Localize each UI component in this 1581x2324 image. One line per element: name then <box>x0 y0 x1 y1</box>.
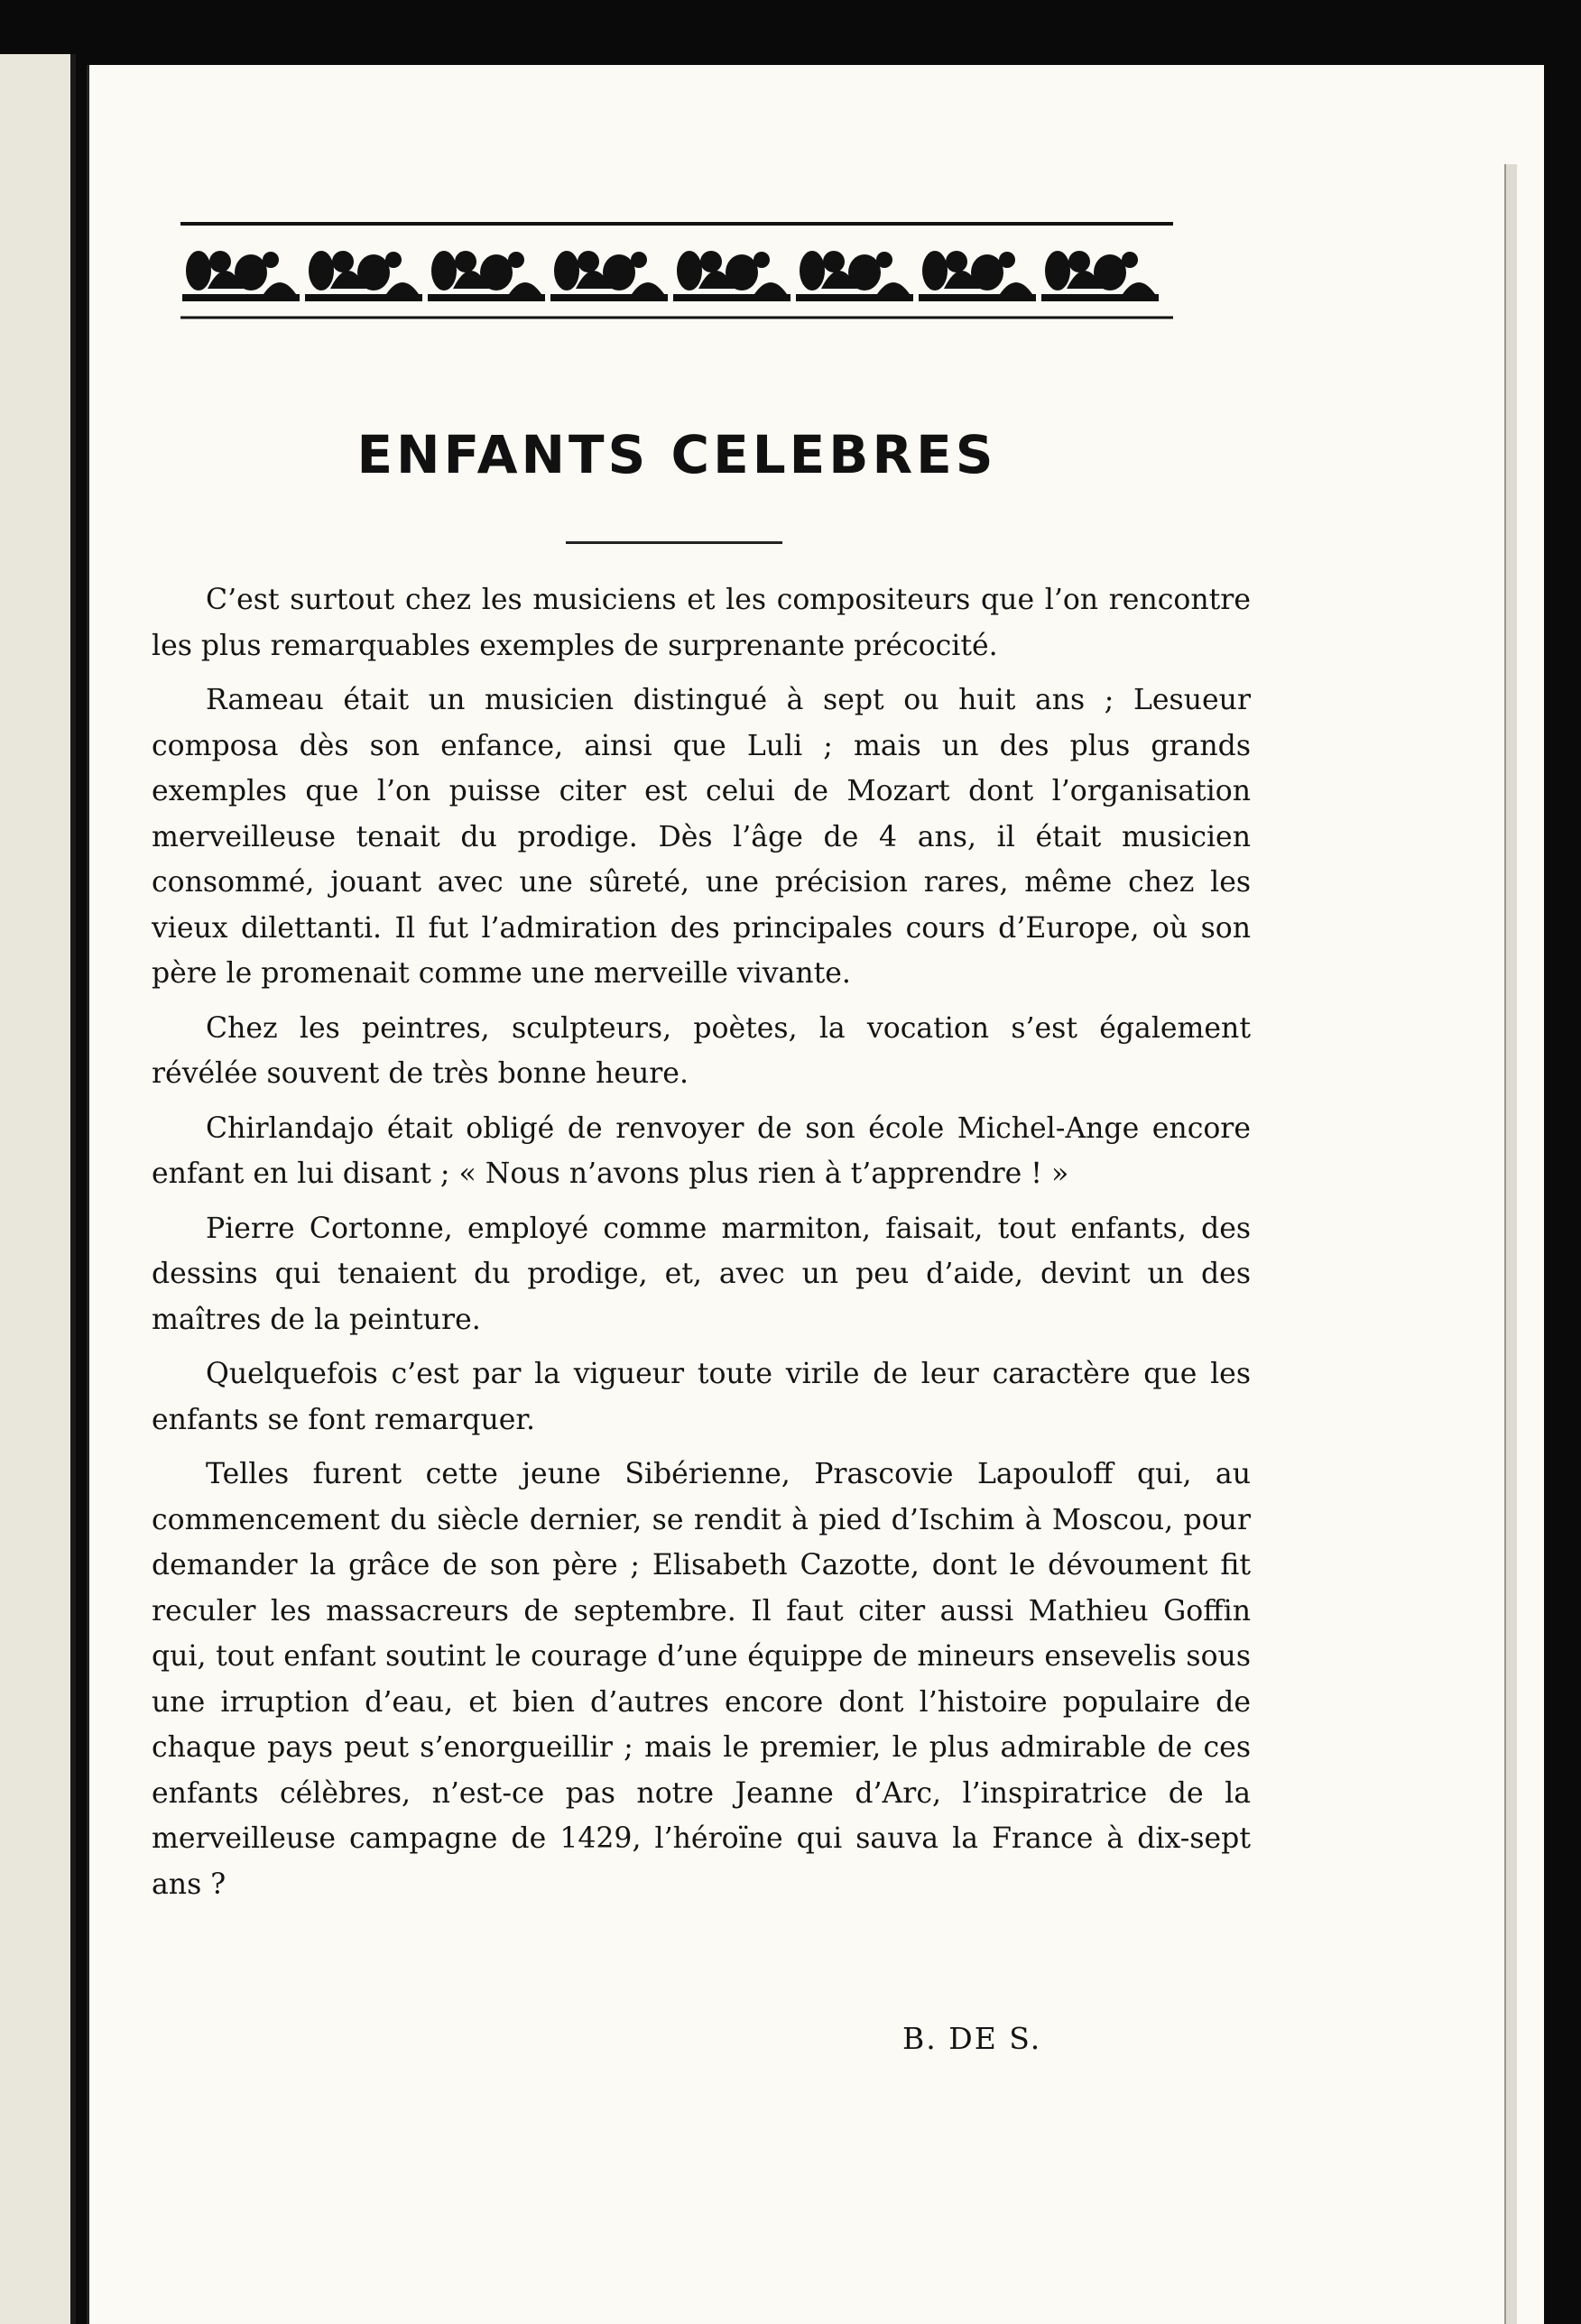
article-body <box>152 577 1251 1916</box>
article-title: ENFANTS CELEBRES <box>356 424 997 485</box>
decorative-floral-border <box>180 217 1173 325</box>
facing-page-edge <box>0 54 76 2324</box>
page-stack-edge <box>1504 164 1517 2324</box>
paragraph: Chez les peintres, sculpteurs, poètes, la vocation s’est également révélée souvent de très bonne heure. <box>152 1011 1251 1090</box>
paragraph: Chirlandajo était obligé de renvoyer de son école Michel-Ange encore enfant en lui disant ; « Nous n’avons plus rien à t’apprendre ! » <box>152 1111 1251 1190</box>
paragraph: C’est surtout chez les musiciens et les compositeurs que l’on rencontre les plus remarquables exemples de surprenante précocité. <box>152 584 1251 662</box>
paragraph: Telles furent cette jeune Sibérienne, Prascovie Lapouloff qui, au commencement du siècle dernier, se rendit à pied d’Ischim à Moscou, pour demander la grâce de son père ; Elisabeth Cazotte, dont le dévoument fit reculer les massacreurs de septembre. Il faut citer aussi Mathieu Goffin qui, tout enfant soutint le courage d’une équippe de mineurs ensevelis sous une irruption d’eau, et bien d’autres encore dont l’histoire populaire de chaque pays peut s’enorgueillir ; mais le premier, le plus admirable de ces enfants célèbres, n’est-ce pas notre Jeanne d’Arc, l’inspiratrice de la merveilleuse campagne de 1429, l’héroïne qui sauva la France à dix-sept ans ? <box>152 1458 1251 1901</box>
paragraph: Rameau était un musicien distingué à sept ou huit ans ; Lesueur composa dès son enfance, ainsi que Luli ; mais un des plus grands exemples que l’on puisse citer est celui de Mozart dont l’organisation merveilleuse tenait du prodige. Dès l’âge de 4 ans, il était musicien consommé, jouant avec une sûreté, une précision rares, même chez les vieux dilettanti. Il fut l’admiration des principales cours d’Europe, où son père le promenait comme une merveille vivante. <box>152 684 1251 990</box>
author-signature: B. DE S. <box>902 2021 1042 2056</box>
paragraph: Quelquefois c’est par la vigueur toute virile de leur caractère que les enfants se font remarquer. <box>152 1358 1251 1436</box>
title-divider <box>566 541 782 544</box>
paragraph: Pierre Cortonne, employé comme marmiton, faisait, tout enfants, des dessins qui tenaient du prodige, et, avec un peu d’aide, devint un des maîtres de la peinture. <box>152 1212 1251 1336</box>
